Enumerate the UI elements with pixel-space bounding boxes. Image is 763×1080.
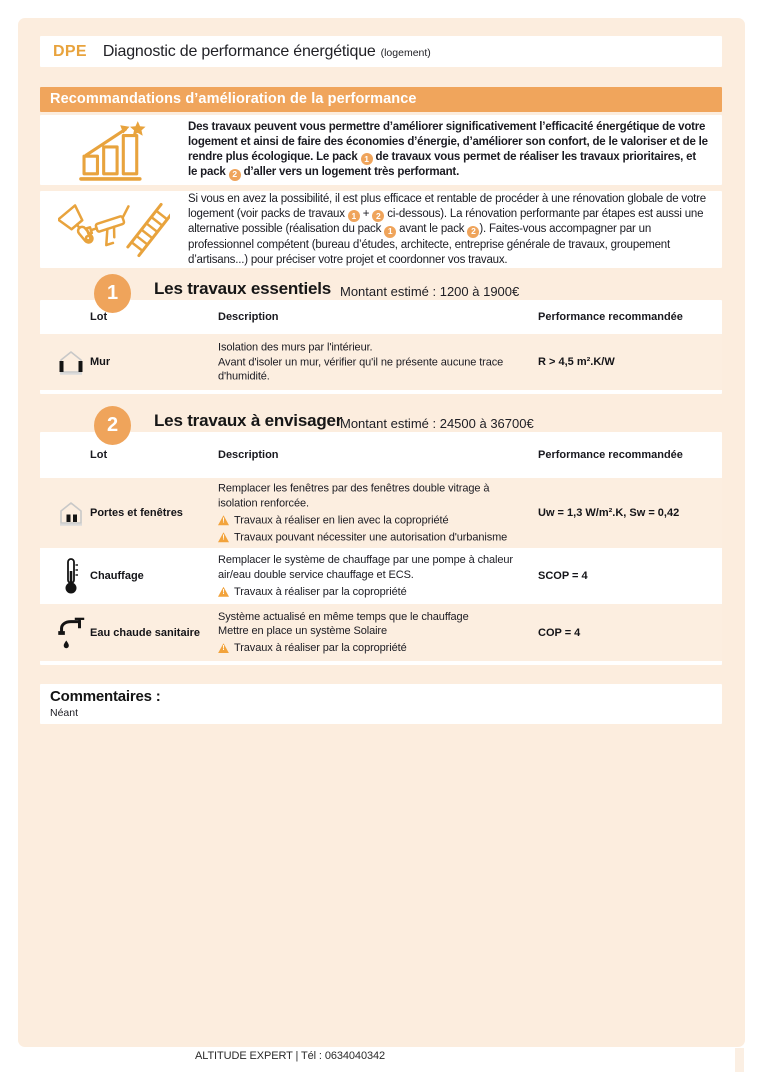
intro-works-text bbox=[188, 120, 722, 181]
description-line: Remplacer les fenêtres par des fenêtres double vitrage à isolation renforcée. bbox=[218, 482, 490, 509]
warning-text: Travaux à réaliser en lien avec la copropriété bbox=[234, 514, 449, 526]
performance-value: COP = 4 bbox=[538, 626, 581, 639]
column-header-lot: Lot bbox=[90, 311, 108, 323]
row-description bbox=[218, 553, 530, 599]
pack-1-badge: 1 bbox=[384, 226, 396, 238]
intro-text-segment: Des travaux peuvent vous permettre d’améliorer significativement l’efficacité énergétique de votre logement et ainsi de faire des économies d’énergie, d’améliorer son confort, de le valoriser et de le rendre plus écologique. Le pack bbox=[188, 120, 708, 163]
wall-icon bbox=[48, 349, 94, 376]
warning-line bbox=[218, 641, 530, 656]
warning-line bbox=[218, 530, 530, 545]
description-line: Avant d'isoler un mur, vérifier qu'il ne présente aucune trace d'humidité. bbox=[218, 355, 504, 383]
table-row-eau-chaude bbox=[40, 604, 722, 661]
section-1-amount: Montant estimé : 1200 à 1900€ bbox=[340, 284, 520, 299]
warning-text: Travaux à réaliser par la copropriété bbox=[234, 585, 407, 598]
door-window-icon bbox=[48, 500, 94, 527]
comments-box bbox=[40, 684, 722, 724]
footer-contact: ALTITUDE EXPERT | Tél : 0634040342 bbox=[195, 1050, 386, 1062]
row-description bbox=[218, 610, 530, 656]
column-header-lot: Lot bbox=[90, 449, 108, 461]
warning-icon bbox=[218, 587, 229, 597]
table-row-mur bbox=[40, 334, 722, 390]
pack-2-badge: 2 bbox=[229, 169, 241, 181]
row-description bbox=[218, 340, 530, 384]
description-line: Mettre en place un système Solaire bbox=[218, 625, 388, 637]
warning-icon bbox=[218, 532, 229, 542]
warning-text: Travaux pouvant nécessiter une autorisation d'urbanisme bbox=[234, 531, 508, 543]
comments-title: Commentaires : bbox=[50, 688, 161, 705]
page-subtitle: (logement) bbox=[380, 47, 431, 59]
lot-label: Mur bbox=[90, 356, 111, 368]
table-header-row bbox=[40, 300, 722, 334]
comments-body: Néant bbox=[50, 707, 79, 719]
performance-value: Uw = 1,3 W/m².K, Sw = 0,42 bbox=[538, 507, 680, 519]
performance-value: R > 4,5 m².K/W bbox=[538, 356, 615, 368]
intro-renovation-text bbox=[188, 192, 722, 268]
dpe-logo: DPE bbox=[53, 42, 87, 60]
essential-works-table bbox=[40, 300, 722, 394]
intro-text-segment: de travaux vous permet de réaliser les travaux prioritaires, et le pack bbox=[188, 150, 696, 178]
table-row-chauffage bbox=[40, 548, 722, 604]
intro-renovation-box bbox=[40, 191, 722, 268]
tools-icon bbox=[40, 200, 188, 260]
column-header-performance: Performance recommandée bbox=[538, 449, 683, 461]
column-header-description: Description bbox=[218, 449, 279, 461]
section-1-title: Les travaux essentiels bbox=[154, 279, 332, 298]
section-2-number: 2 bbox=[94, 406, 131, 445]
intro-text-segment: ci-dessous). La rénovation performante par étapes est aussi une alternative possible (réalisation du pack bbox=[188, 207, 704, 235]
section-2-title: Les travaux à envisager bbox=[154, 411, 343, 430]
description-line: Isolation des murs par l'intérieur. bbox=[218, 341, 373, 354]
warning-text: Travaux à réaliser par la copropriété bbox=[234, 642, 407, 654]
lot-label: Eau chaude sanitaire bbox=[90, 626, 201, 639]
growth-chart-icon bbox=[40, 119, 188, 181]
column-header-description: Description bbox=[218, 311, 279, 323]
page-title: Diagnostic de performance énergétique bbox=[102, 42, 376, 60]
page-edge-tab bbox=[735, 1048, 744, 1072]
lot-label: Chauffage bbox=[90, 570, 144, 582]
warning-icon bbox=[218, 515, 229, 525]
recommendations-banner: Recommandations d’amélioration de la performance bbox=[40, 87, 722, 112]
intro-text-segment: avant le pack bbox=[396, 223, 468, 235]
faucet-icon bbox=[48, 616, 94, 650]
pack-2-badge: 2 bbox=[467, 226, 479, 238]
section-1-number: 1 bbox=[94, 274, 131, 313]
document-header bbox=[40, 36, 722, 67]
intro-text-segment: Si vous en avez la possibilité, il est plus efficace et rentable de procéder à une rénovation globale de votre logement (voir packs de travaux bbox=[188, 192, 706, 220]
warning-line bbox=[218, 585, 530, 600]
intro-works-box bbox=[40, 115, 722, 185]
lot-label: Portes et fenêtres bbox=[90, 507, 183, 519]
table-header-row bbox=[40, 432, 722, 478]
section-2-amount: Montant estimé : 24500 à 36700€ bbox=[340, 416, 534, 431]
thermometer-icon bbox=[48, 557, 94, 595]
table-row-portes-fenetres bbox=[40, 478, 722, 548]
warning-icon bbox=[218, 643, 229, 653]
row-description bbox=[218, 482, 530, 545]
dpe-page bbox=[18, 18, 745, 1047]
considered-works-table bbox=[40, 432, 722, 665]
pack-1-badge: 1 bbox=[348, 210, 360, 222]
pack-2-badge: 2 bbox=[372, 210, 384, 222]
column-header-performance: Performance recommandée bbox=[538, 311, 683, 323]
performance-value: SCOP = 4 bbox=[538, 570, 588, 582]
warning-line bbox=[218, 513, 530, 528]
description-line: Système actualisé en même temps que le chauffage bbox=[218, 610, 469, 623]
intro-text-segment: ). Faites-vous accompagner par un professionnel compétent (bureau d’études, architecte, entreprise générale de travaux, groupement d’artisans...) pour préciser votre projet et coordonner vos travaux. bbox=[188, 223, 670, 266]
pack-1-badge: 1 bbox=[361, 153, 373, 165]
intro-text-segment: d’aller vers un logement très performant. bbox=[240, 166, 460, 178]
intro-text-segment: + bbox=[359, 207, 373, 220]
description-line: Remplacer le système de chauffage par une pompe à chaleur air/eau double service chauffage et ECS. bbox=[218, 554, 513, 581]
